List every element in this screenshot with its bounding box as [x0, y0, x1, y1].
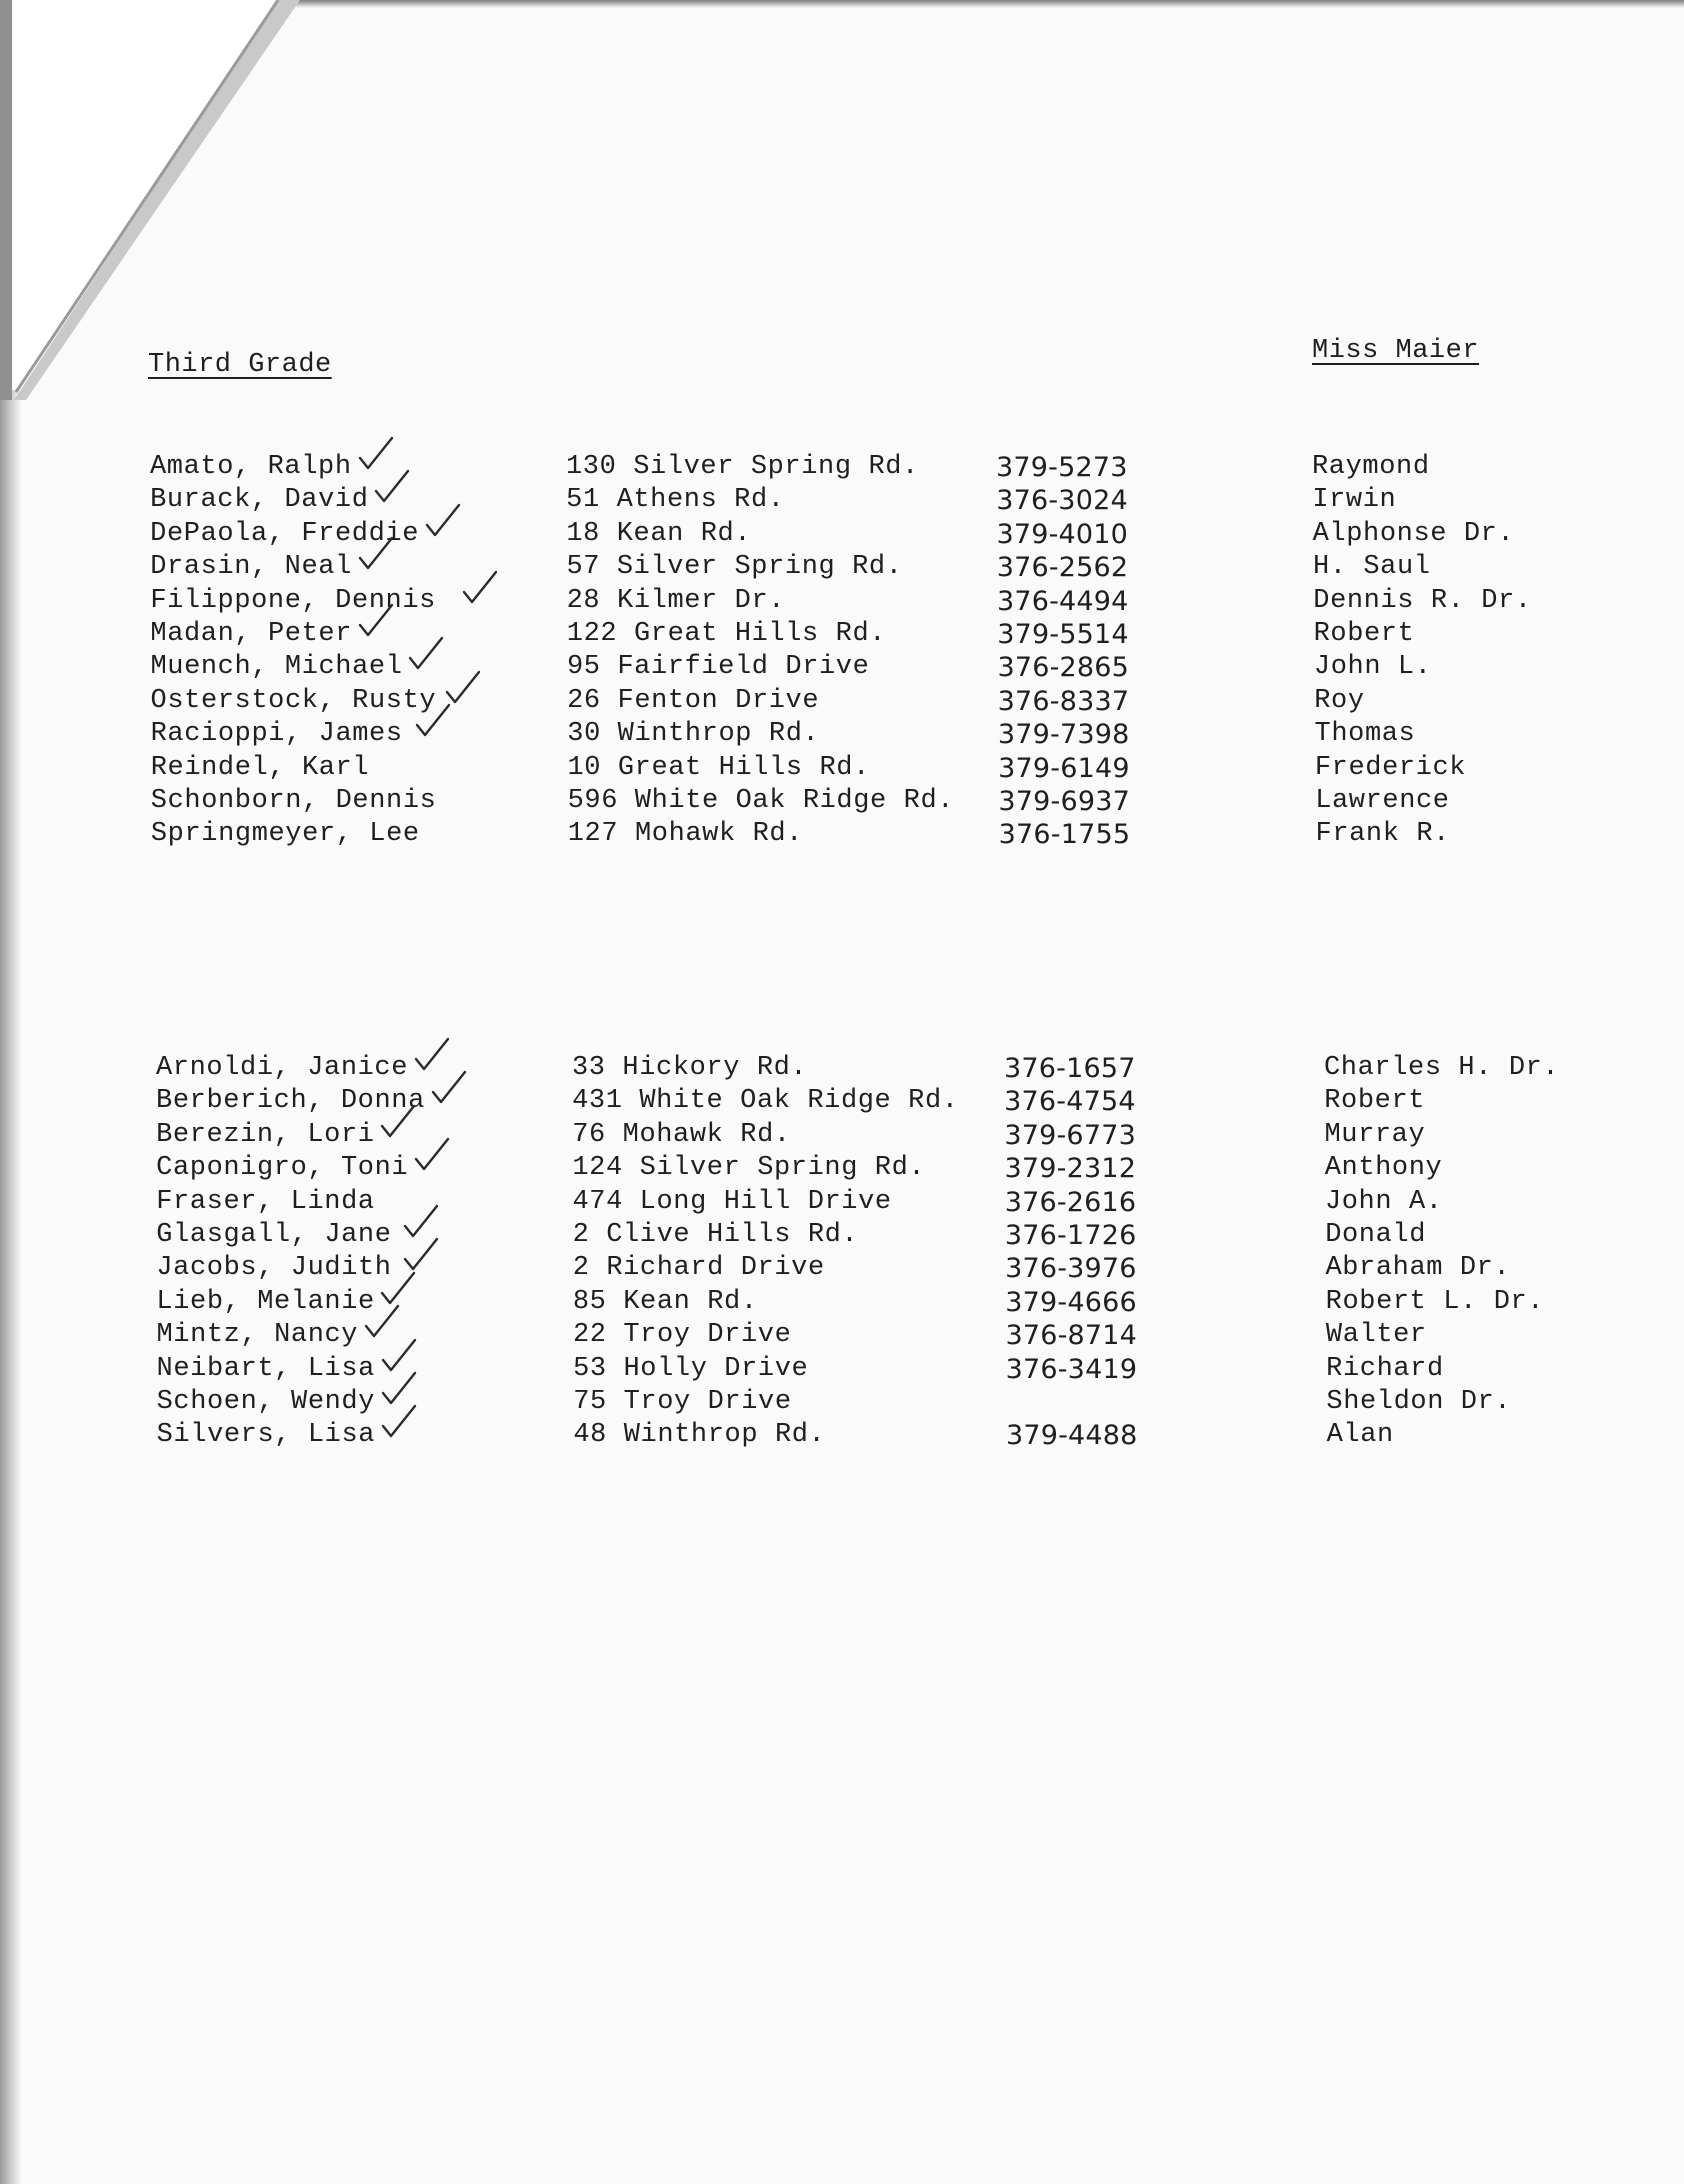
table-row	[0, 1354, 1684, 1388]
check-mark-icon	[460, 568, 500, 608]
parent-name: Murray	[1324, 1119, 1426, 1150]
phone-number: 376-4494	[996, 585, 1129, 617]
student-name: Reindel, Karl	[150, 752, 370, 783]
address: 75 Troy Drive	[573, 1387, 792, 1417]
parent-name: Abraham Dr.	[1325, 1253, 1511, 1284]
table-row	[0, 786, 1684, 820]
student-name: Osterstock, Rusty	[150, 685, 437, 716]
table-row	[0, 586, 1684, 620]
address: 474 Long Hill Drive	[572, 1186, 892, 1217]
parent-name: John L.	[1313, 652, 1432, 683]
grade-heading: Third Grade	[148, 350, 332, 380]
table-row	[0, 552, 1684, 586]
parent-name: H. Saul	[1312, 552, 1431, 583]
parent-name: Irwin	[1312, 485, 1397, 516]
check-mark-icon	[356, 534, 396, 574]
parent-name: Alan	[1326, 1420, 1394, 1451]
student-name: Springmeyer, Lee	[150, 819, 420, 850]
table-row	[0, 652, 1684, 686]
student-name: Racioppi, James	[150, 719, 403, 750]
student-name: Burack, David	[150, 485, 369, 516]
address: 2 Clive Hills Rd.	[572, 1220, 859, 1250]
phone-number: 379-4666	[1005, 1286, 1137, 1318]
parent-name: Charles H. Dr.	[1324, 1053, 1560, 1083]
parent-name: Raymond	[1312, 452, 1430, 482]
address: 26 Fenton Drive	[567, 685, 820, 716]
address: 431 White Oak Ridge Rd.	[572, 1086, 959, 1117]
student-name: Schonborn, Dennis	[150, 786, 437, 816]
check-mark-icon	[423, 501, 463, 541]
address: 127 Mohawk Rd.	[567, 819, 803, 850]
phone-number: 376-8714	[1005, 1320, 1138, 1352]
address: 122 Great Hills Rd.	[566, 619, 887, 649]
phone-number: 379-6773	[1004, 1119, 1136, 1151]
student-name: Mintz, Nancy	[156, 1320, 359, 1351]
phone-number: 379-6937	[998, 786, 1130, 817]
teacher-heading: Miss Maier	[1312, 336, 1480, 366]
check-mark-icon	[406, 634, 446, 674]
folded-corner	[0, 0, 300, 400]
parent-name: Lawrence	[1315, 786, 1450, 816]
student-name: Berezin, Lori	[156, 1119, 375, 1150]
table-row	[0, 1086, 1684, 1120]
student-name: Filippone, Dennis	[150, 585, 436, 616]
table-row	[0, 1253, 1684, 1287]
parent-name: Richard	[1326, 1353, 1444, 1384]
address: 33 Hickory Rd.	[572, 1053, 808, 1083]
student-name: Schoen, Wendy	[156, 1387, 376, 1417]
address: 85 Kean Rd.	[572, 1286, 758, 1317]
table-row	[0, 619, 1684, 653]
table-row	[0, 686, 1684, 720]
phone-number: 379-5273	[996, 452, 1128, 483]
parent-name: Roy	[1314, 685, 1365, 716]
check-mark-icon	[412, 1135, 452, 1175]
address: 2 Richard Drive	[572, 1253, 825, 1284]
parent-name: Walter	[1325, 1320, 1427, 1351]
phone-number: 376-2562	[996, 552, 1129, 584]
address: 95 Fairfield Drive	[566, 652, 870, 683]
parent-name: Frank R.	[1315, 819, 1450, 850]
phone-number: 379-6149	[998, 752, 1130, 784]
parent-name: Robert L. Dr.	[1325, 1286, 1545, 1317]
phone-number: 376-2616	[1004, 1186, 1137, 1218]
student-name: Silvers, Lisa	[156, 1420, 376, 1451]
student-name: Madan, Peter	[150, 619, 353, 649]
table-row	[0, 1387, 1684, 1421]
address: 130 Silver Spring Rd.	[566, 452, 919, 482]
student-name: Muench, Michael	[150, 652, 403, 683]
address: 53 Holly Drive	[573, 1353, 809, 1384]
scan-top-edge	[260, 0, 1684, 8]
parent-name: Donald	[1325, 1220, 1427, 1250]
table-row	[0, 1120, 1684, 1154]
address: 10 Great Hills Rd.	[567, 752, 870, 783]
phone-number: 379-4488	[1005, 1420, 1138, 1452]
address: 596 White Oak Ridge Rd.	[567, 786, 955, 816]
student-name: DePaola, Freddie	[150, 518, 419, 549]
parent-name: Frederick	[1314, 752, 1467, 783]
check-mark-icon	[429, 1068, 469, 1108]
phone-number: 379-5514	[997, 619, 1129, 650]
phone-number: 376-1726	[1004, 1220, 1137, 1251]
student-name: Neibart, Lisa	[156, 1353, 375, 1384]
table-row	[0, 1153, 1684, 1187]
parent-name: Robert	[1324, 1086, 1426, 1117]
address: 28 Kilmer Dr.	[566, 585, 786, 616]
table-row	[0, 719, 1684, 753]
parent-name: Alphonse Dr.	[1312, 518, 1515, 549]
parent-name: Sheldon Dr.	[1326, 1387, 1512, 1417]
check-mark-icon	[379, 1402, 419, 1442]
table-row	[0, 1420, 1684, 1454]
phone-number: 379-7398	[997, 719, 1130, 751]
address: 18 Kean Rd.	[566, 518, 752, 549]
check-mark-icon	[413, 701, 453, 741]
table-row	[0, 1053, 1684, 1087]
student-name: Glasgall, Jane	[156, 1220, 392, 1250]
phone-number: 376-3024	[996, 485, 1128, 517]
address: 51 Athens Rd.	[566, 485, 785, 516]
student-name: Caponigro, Toni	[156, 1153, 409, 1184]
address: 124 Silver Spring Rd.	[572, 1153, 926, 1184]
table-row	[0, 1287, 1684, 1321]
table-row	[0, 485, 1684, 519]
parent-name: Robert	[1313, 619, 1415, 649]
phone-number: 376-3419	[1005, 1353, 1138, 1385]
address: 76 Mohawk Rd.	[572, 1119, 791, 1150]
phone-number: 376-3976	[1005, 1253, 1137, 1285]
address: 30 Winthrop Rd.	[567, 719, 820, 750]
phone-number: 376-4754	[1004, 1086, 1136, 1118]
student-name: Drasin, Neal	[150, 552, 352, 583]
parent-name: John A.	[1324, 1186, 1443, 1217]
phone-number: 379-4010	[996, 518, 1129, 550]
parent-name: Thomas	[1314, 719, 1416, 750]
phone-number: 379-2312	[1004, 1153, 1137, 1185]
phone-number: 376-1755	[998, 819, 1131, 851]
phone-number: 376-8337	[997, 685, 1130, 717]
table-row	[0, 452, 1684, 486]
table-row	[0, 819, 1684, 853]
parent-name: Anthony	[1324, 1153, 1443, 1184]
phone-number: 376-2865	[997, 652, 1130, 684]
table-row	[0, 753, 1684, 787]
student-name: Fraser, Linda	[156, 1186, 375, 1217]
table-row	[0, 1220, 1684, 1254]
parent-name: Dennis R. Dr.	[1313, 585, 1532, 616]
student-name: Amato, Ralph	[150, 452, 352, 482]
address: 22 Troy Drive	[572, 1320, 792, 1351]
phone-number: 376-1657	[1004, 1053, 1136, 1084]
table-row	[0, 1187, 1684, 1221]
student-name: Berberich, Donna	[156, 1086, 425, 1117]
student-name: Arnoldi, Janice	[156, 1053, 409, 1083]
student-name: Jacobs, Judith	[156, 1253, 392, 1284]
check-mark-icon	[356, 601, 396, 641]
address: 48 Winthrop Rd.	[573, 1420, 826, 1451]
table-row	[0, 1320, 1684, 1354]
student-name: Lieb, Melanie	[156, 1286, 375, 1317]
table-row	[0, 519, 1684, 553]
check-mark-icon	[372, 467, 412, 507]
address: 57 Silver Spring Rd.	[566, 552, 903, 583]
